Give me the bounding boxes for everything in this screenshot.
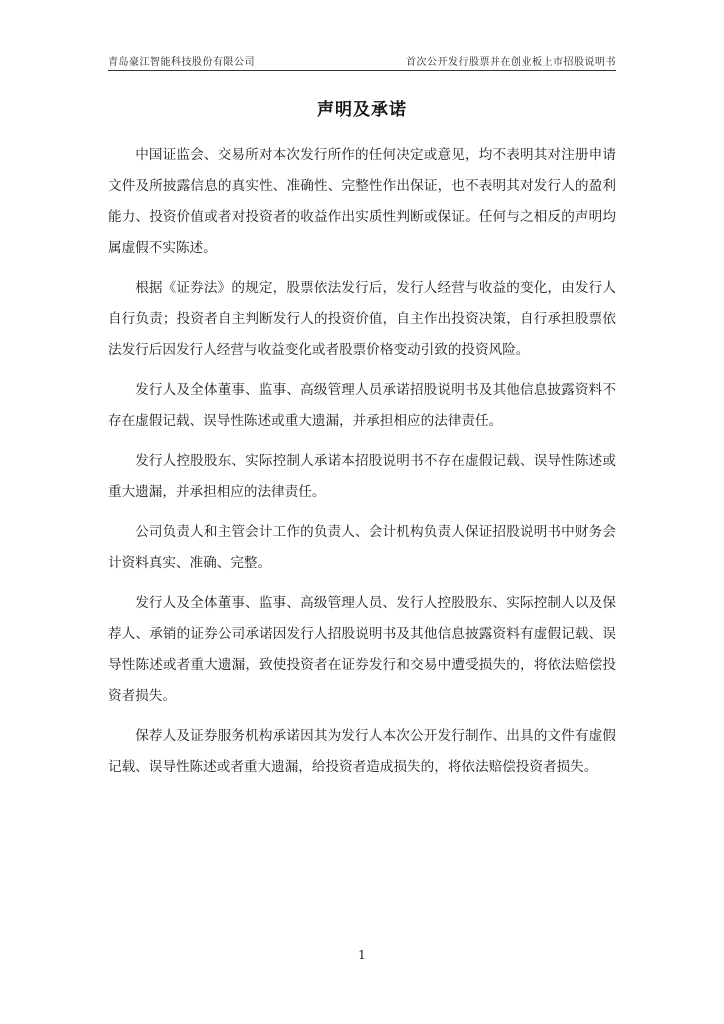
paragraph-investment-risk: 根据《证券法》的规定，股票依法发行后，发行人经营与收益的变化，由发行人自行负责；投资者自主判断发行人的投资价值，自主作出投资决策，自行承担股票依法发行后因发行人经营与收益变化或者股票价格变动引致的投资风险。 — [108, 280, 616, 358]
paragraph-sponsor-commitment: 保荐人及证券服务机构承诺因其为发行人本次公开发行制作、出具的文件有虚假记载、误导性陈述或者重大遗漏，给投资者造成损失的，将依法赔偿投资者损失。 — [108, 728, 616, 775]
page-header — [108, 48, 616, 71]
section-title: 声明及承诺 — [317, 100, 407, 120]
paragraph-directors-commitment: 发行人及全体董事、监事、高级管理人员承诺招股说明书及其他信息披露资料不存在虚假记载、误导性陈述或重大遗漏，并承担相应的法律责任。 — [108, 382, 616, 429]
paragraph-compensation-commitment: 发行人及全体董事、监事、高级管理人员、发行人控股股东、实际控制人以及保荐人、承销的证券公司承诺因发行人招股说明书及其他信息披露资料有虚假记载、误导性陈述或者重大遗漏，致使投资者在证券发行和交易中遭受损失的，将依法赔偿投资者损失。 — [108, 595, 616, 704]
paragraph-controller-commitment: 发行人控股股东、实际控制人承诺本招股说明书不存在虚假记载、误导性陈述或重大遗漏，并承担相应的法律责任。 — [108, 453, 616, 500]
paragraph-financial-accuracy: 公司负责人和主管会计工作的负责人、会计机构负责人保证招股说明书中财务会计资料真实、准确、完整。 — [108, 524, 616, 571]
header-document-title: 首次公开发行股票并在创业板上市招股说明书 — [406, 57, 616, 68]
paragraph-csrc-disclaimer: 中国证监会、交易所对本次发行所作的任何决定或意见，均不表明其对注册申请文件及所披露信息的真实性、准确性、完整性作出保证，也不表明其对发行人的盈利能力、投资价值或者对投资者的收益作出实质性判断或保证。任何与之相反的声明均属虚假不实陈述。 — [108, 147, 616, 256]
header-company-name: 青岛豪江智能科技股份有限公司 — [108, 57, 255, 68]
declaration-body — [108, 140, 616, 792]
page-number: 1 — [358, 948, 366, 962]
